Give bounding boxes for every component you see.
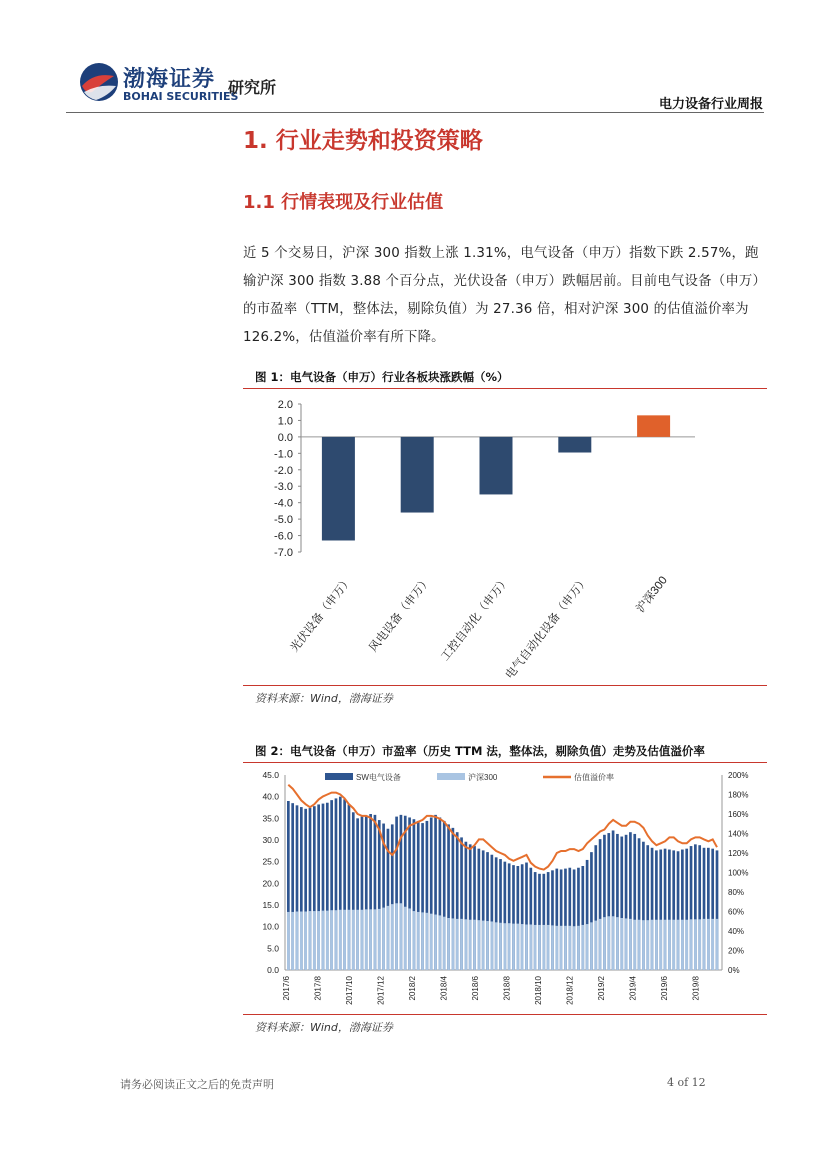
bohai-logo xyxy=(78,62,120,102)
bar-hs300 xyxy=(499,923,502,970)
figure2-combo-chart xyxy=(243,765,767,1013)
bar xyxy=(322,437,355,541)
x-tick-label: 2017/12 xyxy=(376,976,386,1005)
bar-hs300 xyxy=(681,920,684,970)
bar-hs300 xyxy=(525,925,528,971)
bar-hs300 xyxy=(642,920,645,970)
bar-hs300 xyxy=(361,910,364,970)
left-tick-label: 5.0 xyxy=(267,943,279,954)
report-type: 电力设备行业周报 xyxy=(658,97,763,112)
figure2-bottom-rule xyxy=(243,1014,767,1015)
x-tick-label: 2017/10 xyxy=(345,976,355,1005)
bar-hs300 xyxy=(421,912,424,970)
bar-hs300 xyxy=(326,911,329,970)
x-category-label: 光伏设备（申万） xyxy=(288,574,355,655)
legend-sw-swatch xyxy=(325,773,353,780)
bar-hs300 xyxy=(304,912,307,971)
bar-hs300 xyxy=(426,913,429,970)
bar-hs300 xyxy=(400,903,403,970)
right-tick-label: 200% xyxy=(728,771,749,780)
bar-hs300 xyxy=(659,920,662,970)
institute-label: 研究所 xyxy=(228,78,277,97)
right-tick-label: 20% xyxy=(728,946,745,956)
right-tick-label: 40% xyxy=(728,927,745,936)
bar-hs300 xyxy=(443,917,446,970)
bar-hs300 xyxy=(573,926,576,970)
x-tick-label: 2018/8 xyxy=(502,976,512,1001)
bar-hs300 xyxy=(555,926,558,970)
x-tick-label: 2018/12 xyxy=(565,976,575,1005)
right-tick-label: 100% xyxy=(728,868,749,878)
y-tick-label: -6.0 xyxy=(274,530,293,543)
brand-name-en: BOHAI SECURITIES xyxy=(123,90,239,103)
brand-name-cn: 渤海证券 xyxy=(123,66,216,92)
left-tick-label: 45.0 xyxy=(262,770,279,780)
bar-hs300 xyxy=(542,925,545,970)
bar-hs300 xyxy=(369,909,372,970)
bar-hs300 xyxy=(707,919,710,970)
bar-hs300 xyxy=(343,910,346,970)
left-tick-label: 25.0 xyxy=(262,856,279,867)
y-tick-label: 2.0 xyxy=(277,399,293,411)
right-tick-label: 0% xyxy=(728,966,740,975)
bar xyxy=(401,437,434,513)
bar-hs300 xyxy=(348,910,351,970)
bar-hs300 xyxy=(417,912,420,970)
bar-hs300 xyxy=(404,907,407,970)
subsection-heading: 1.1 行情表现及行业估值 xyxy=(243,192,444,213)
bar-hs300 xyxy=(317,911,320,970)
bar-hs300 xyxy=(460,919,463,970)
x-category-label: 电气自动化设备（申万） xyxy=(503,574,592,682)
bar xyxy=(558,437,591,453)
x-category-label: 风电设备（申万） xyxy=(367,574,434,655)
bar-hs300 xyxy=(365,909,368,970)
bar-hs300 xyxy=(508,923,511,970)
x-tick-label: 2018/10 xyxy=(534,976,544,1005)
x-tick-label: 2018/6 xyxy=(471,976,481,1001)
right-tick-label: 120% xyxy=(728,849,749,858)
bar-hs300 xyxy=(534,925,537,970)
bar xyxy=(480,437,513,495)
bar-hs300 xyxy=(413,911,416,970)
bar-hs300 xyxy=(560,926,563,970)
bar-hs300 xyxy=(408,908,411,970)
bar-hs300 xyxy=(690,919,693,970)
y-tick-label: -7.0 xyxy=(274,547,293,559)
x-tick-label: 2017/8 xyxy=(313,976,323,1001)
bar-hs300 xyxy=(469,920,472,970)
section-heading: 1. 行业走势和投资策略 xyxy=(243,128,483,154)
bar-hs300 xyxy=(335,910,338,970)
bar-hs300 xyxy=(287,912,290,970)
bar-hs300 xyxy=(646,920,649,970)
bar-hs300 xyxy=(538,925,541,970)
bar-hs300 xyxy=(529,925,532,971)
bar-hs300 xyxy=(382,908,385,970)
bar-hs300 xyxy=(482,921,485,970)
bar-hs300 xyxy=(516,924,519,970)
bar-hs300 xyxy=(672,920,675,970)
left-tick-label: 20.0 xyxy=(262,878,279,889)
bar-hs300 xyxy=(300,912,303,971)
right-tick-label: 80% xyxy=(728,888,745,897)
bar-hs300 xyxy=(465,919,468,970)
bar-hs300 xyxy=(339,910,342,970)
bar-hs300 xyxy=(378,909,381,970)
right-tick-label: 180% xyxy=(728,790,749,800)
x-tick-label: 2019/4 xyxy=(628,976,638,1001)
y-tick-label: -4.0 xyxy=(274,497,293,510)
bar-hs300 xyxy=(296,912,299,971)
y-tick-label: -5.0 xyxy=(274,514,293,527)
bar-hs300 xyxy=(291,912,294,970)
bar-hs300 xyxy=(486,921,489,970)
bar-hs300 xyxy=(439,915,442,970)
y-tick-label: 0.0 xyxy=(277,431,293,444)
left-tick-label: 15.0 xyxy=(262,900,279,910)
bar-hs300 xyxy=(491,921,494,970)
bar-hs300 xyxy=(698,919,701,970)
bar-hs300 xyxy=(668,920,671,970)
x-tick-label: 2019/2 xyxy=(597,976,607,1001)
bar-hs300 xyxy=(473,920,476,970)
bar-hs300 xyxy=(590,922,593,970)
y-tick-label: 1.0 xyxy=(277,415,293,428)
bar-hs300 xyxy=(564,926,567,970)
bar-hs300 xyxy=(599,919,602,970)
y-tick-label: -3.0 xyxy=(274,481,293,494)
bar-hs300 xyxy=(547,925,550,970)
bar-hs300 xyxy=(330,910,333,970)
bar-hs300 xyxy=(616,917,619,970)
left-tick-label: 40.0 xyxy=(262,791,279,802)
legend-hs300-label: 沪深300 xyxy=(468,773,498,782)
bar-hs300 xyxy=(512,924,515,970)
figure1-title: 图 1：电气设备（申万）行业各板块涨跌幅（%） xyxy=(255,370,509,384)
bar-hs300 xyxy=(633,920,636,970)
bar-hs300 xyxy=(313,911,316,970)
left-tick-label: 35.0 xyxy=(262,813,279,824)
bar-hs300 xyxy=(322,911,325,970)
bar-hs300 xyxy=(478,920,481,970)
bar-hs300 xyxy=(568,926,571,970)
bar-hs300 xyxy=(586,924,589,970)
bar-hs300 xyxy=(625,918,628,970)
bar-hs300 xyxy=(603,917,606,970)
bar-hs300 xyxy=(504,923,507,970)
bar xyxy=(637,415,670,437)
bar-hs300 xyxy=(677,920,680,970)
x-tick-label: 2018/2 xyxy=(408,976,418,1001)
left-tick-label: 0.0 xyxy=(267,965,279,975)
figure1-bar-chart xyxy=(243,392,767,684)
legend-hs300-swatch xyxy=(437,773,465,780)
x-tick-label: 2017/6 xyxy=(282,976,291,1001)
bar-hs300 xyxy=(452,918,455,970)
bar-hs300 xyxy=(495,922,498,970)
right-tick-label: 140% xyxy=(728,829,749,839)
left-tick-label: 30.0 xyxy=(262,835,279,845)
bar-hs300 xyxy=(694,919,697,970)
x-category-label: 沪深300 xyxy=(634,574,670,616)
bar-hs300 xyxy=(685,920,688,970)
bar-hs300 xyxy=(551,925,554,970)
legend-sw-label: SW电气设备 xyxy=(356,773,401,782)
body-paragraph: 近 5 个交易日，沪深 300 指数上涨 1.31%，电气设备（申万）指数下跌 2.57%，跑输沪深 300 指数 3.88 个百分点，光伏设备（申万）跌幅居前。目前电气设备（申万）的市盈率（TTM，整体法，剔除负值）为 27.36 倍，相对沪深 300 的估值溢价率为 126.2%，估值溢价率有所下降。 xyxy=(243,246,760,345)
bar-hs300 xyxy=(612,916,615,970)
figure1-bottom-rule xyxy=(243,685,767,686)
bar-hs300 xyxy=(638,920,641,970)
bar-hs300 xyxy=(711,919,714,970)
y-tick-label: -2.0 xyxy=(274,464,293,477)
bar-hs300 xyxy=(521,924,524,970)
bar-hs300 xyxy=(456,919,459,970)
bar-hs300 xyxy=(664,920,667,970)
x-category-label: 工控自动化（申万） xyxy=(439,574,513,664)
figure2-source: 资料来源：Wind，渤海证券 xyxy=(255,1021,393,1034)
right-tick-label: 160% xyxy=(728,810,749,819)
bar-hs300 xyxy=(352,910,355,970)
bar-hs300 xyxy=(594,921,597,970)
bar-hs300 xyxy=(651,920,654,970)
bar-hs300 xyxy=(581,925,584,970)
bar-hs300 xyxy=(434,915,437,970)
figure1-source: 资料来源：Wind，渤海证券 xyxy=(255,692,393,705)
legend-premium-label: 估值溢价率 xyxy=(574,773,614,782)
x-tick-label: 2019/6 xyxy=(660,976,670,1001)
bar-hs300 xyxy=(430,914,433,970)
x-tick-label: 2019/8 xyxy=(691,976,701,1001)
right-tick-label: 60% xyxy=(728,907,745,917)
left-tick-label: 10.0 xyxy=(262,921,279,932)
bar-hs300 xyxy=(655,920,658,970)
bar-hs300 xyxy=(577,926,580,970)
figure1-top-rule xyxy=(243,388,767,389)
bar-hs300 xyxy=(629,919,632,970)
bar-hs300 xyxy=(387,906,390,970)
bar-hs300 xyxy=(607,916,610,970)
page-number: 4 of 12 xyxy=(667,1076,706,1089)
bar-hs300 xyxy=(309,911,312,970)
bar-hs300 xyxy=(391,904,394,970)
footer-disclaimer: 请务必阅读正文之后的免责声明 xyxy=(120,1078,274,1091)
figure2-top-rule xyxy=(243,762,767,763)
bar-hs300 xyxy=(620,918,623,970)
x-tick-label: 2018/4 xyxy=(439,976,449,1001)
bar-hs300 xyxy=(447,918,450,970)
bar-hs300 xyxy=(395,903,398,970)
bar-hs300 xyxy=(356,910,359,970)
header-divider xyxy=(66,112,764,113)
figure2-title: 图 2：电气设备（申万）市盈率（历史 TTM 法，整体法，剔除负值）走势及估值溢价率 xyxy=(255,744,705,758)
bar-hs300 xyxy=(374,909,377,970)
y-tick-label: -1.0 xyxy=(274,448,293,461)
bar-hs300 xyxy=(716,919,719,970)
bar-hs300 xyxy=(703,919,706,970)
